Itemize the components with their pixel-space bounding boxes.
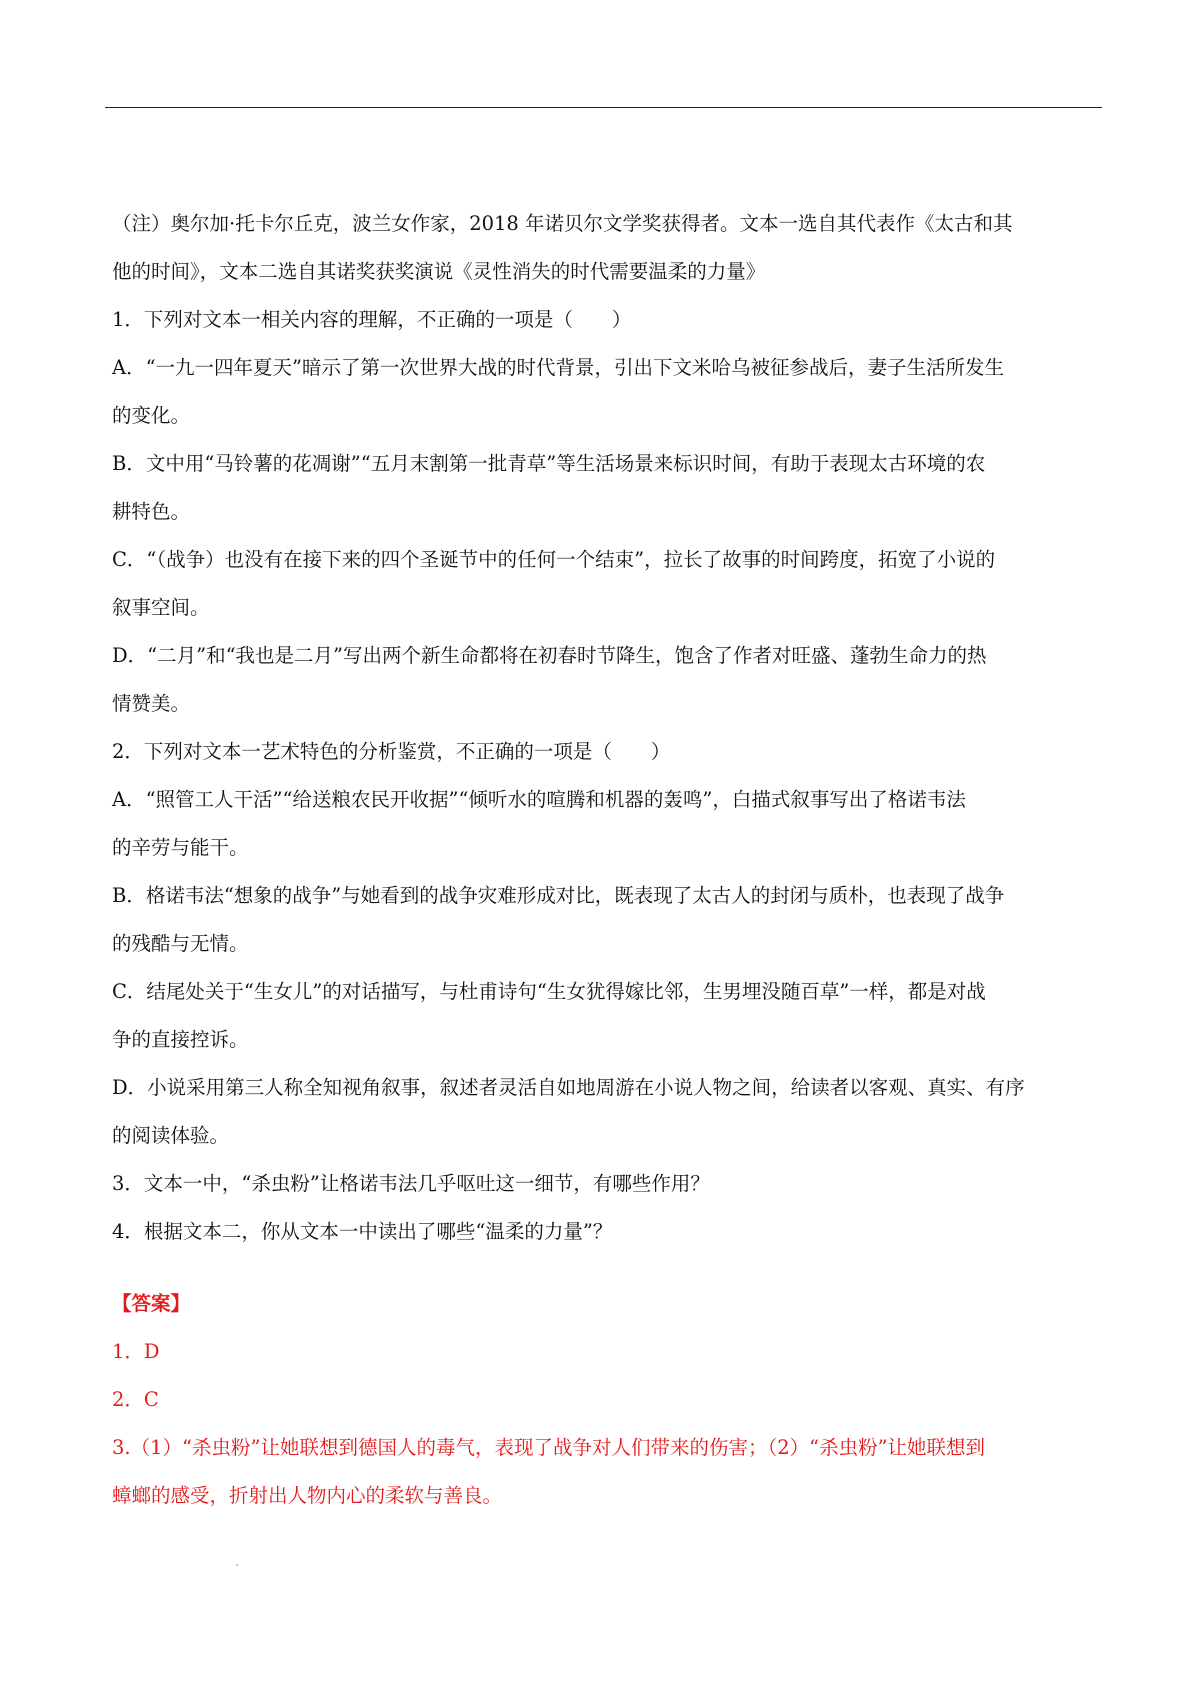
- note-line: 他的时间》，文本二选自其诺奖获奖演说《灵性消失的时代需要温柔的力量》: [112, 260, 766, 283]
- scan-speck: [236, 1564, 238, 1566]
- q1-option-b-cont: 耕特色。: [112, 500, 191, 523]
- q2-option-d-cont: 的阅读体验。: [112, 1124, 230, 1147]
- q2-option-b: B．格诺韦法“想象的战争”与她看到的战争灾难形成对比，既表现了太古人的封闭与质朴，也表现了战争: [112, 884, 1005, 907]
- question-3: 3．文本一中，“杀虫粉”让格诺韦法几乎呕吐这一细节，有哪些作用？: [112, 1172, 710, 1195]
- q2-option-b-cont: 的残酷与无情。: [112, 932, 249, 955]
- header-rule: [105, 107, 1102, 108]
- q1-option-c: C．“（战争）也没有在接下来的四个圣诞节中的任何一个结束”，拉长了故事的时间跨度，拓宽了小说的: [112, 548, 996, 571]
- q1-option-c-cont: 叙事空间。: [112, 596, 210, 619]
- q1-option-d-cont: 情赞美。: [112, 692, 191, 715]
- answer-1: 1．D: [112, 1340, 160, 1363]
- answer-2: 2．C: [112, 1388, 159, 1411]
- document-body: [112, 200, 1100, 1520]
- q1-option-a: A．“一九一四年夏天”暗示了第一次世界大战的时代背景，引出下文米哈乌被征参战后，妻子生活所发生: [112, 356, 1005, 379]
- answer-3-cont: 蟑螂的感受，折射出人物内心的柔软与善良。: [112, 1484, 503, 1507]
- q2-option-c: C．结尾处关于“生女儿”的对话描写，与杜甫诗句“生女犹得嫁比邻，生男埋没随百草”一样，都是对战: [112, 980, 986, 1003]
- q2-option-d: D．小说采用第三人称全知视角叙事，叙述者灵活自如地周游在小说人物之间，给读者以客观、真实、有序: [112, 1076, 1025, 1099]
- question-2-stem: 2．下列对文本一艺术特色的分析鉴赏，不正确的一项是（ ）: [112, 740, 671, 763]
- q2-option-a-cont: 的辛劳与能干。: [112, 836, 249, 859]
- q1-option-d: D．“二月”和“我也是二月”写出两个新生命都将在初春时节降生，饱含了作者对旺盛、蓬勃生命力的热: [112, 644, 987, 667]
- q2-option-a: A．“照管工人干活”“给送粮农民开收据”“倾听水的喧腾和机器的轰鸣”，白描式叙事写出了格诺韦法: [112, 788, 966, 811]
- q1-option-b: B．文中用“马铃薯的花凋谢”“五月末割第一批青草”等生活场景来标识时间，有助于表现太古环境的农: [112, 452, 986, 475]
- question-1-stem: 1．下列对文本一相关内容的理解，不正确的一项是（ ）: [112, 308, 632, 331]
- note-line: （注）奥尔加·托卡尔丘克，波兰女作家，2018 年诺贝尔文学奖获得者。文本一选自其代表作《太古和其: [112, 212, 1013, 235]
- answer-3: 3.（1）“杀虫粉”让她联想到德国人的毒气，表现了战争对人们带来的伤害；（2）“杀虫粉”让她联想到: [112, 1436, 986, 1459]
- answer-heading: 【答案】: [112, 1292, 191, 1315]
- q1-option-a-cont: 的变化。: [112, 404, 191, 427]
- q2-option-c-cont: 争的直接控诉。: [112, 1028, 249, 1051]
- question-4: 4．根据文本二，你从文本一中读出了哪些“温柔的力量”？: [112, 1220, 613, 1243]
